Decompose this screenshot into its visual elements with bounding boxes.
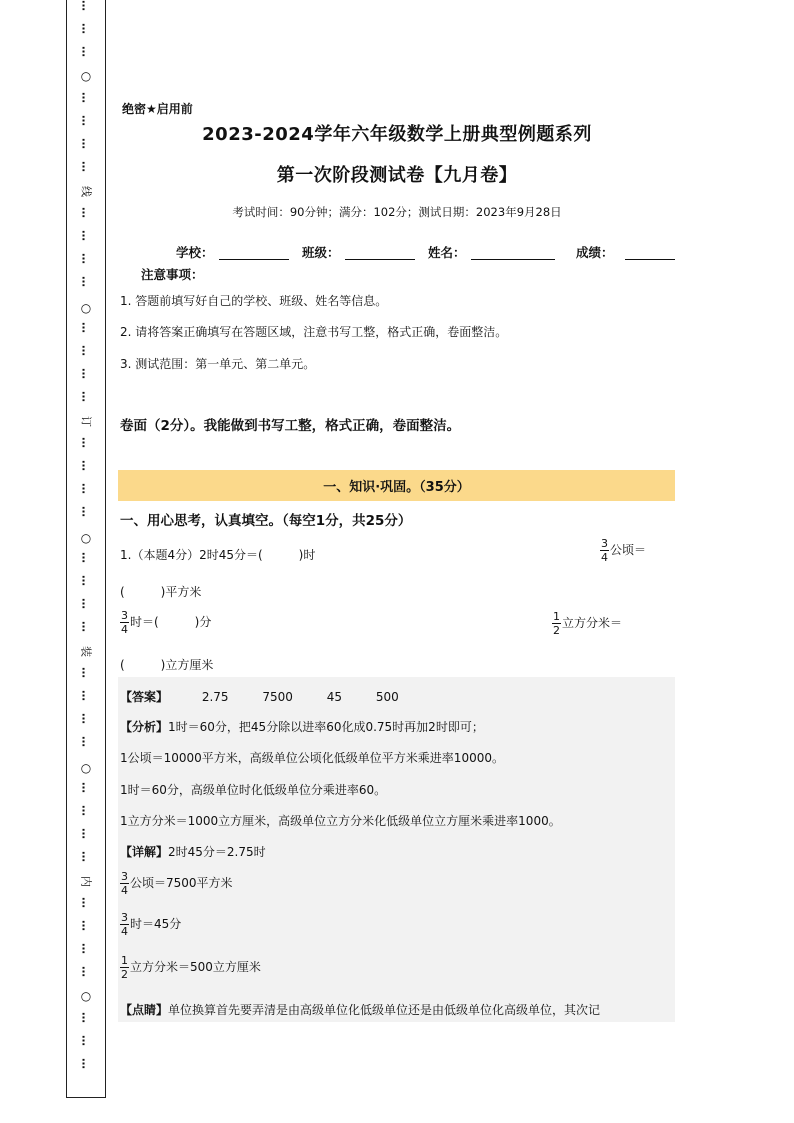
binding-dots: …	[79, 460, 93, 471]
comment-line: 【点睛】单位换算首先要弄清是由高级单位化低级单位还是由低级单位化高级单位，其次记	[120, 1003, 601, 1017]
note-item: 1. 答题前填写好自己的学校、班级、姓名等信息。	[120, 294, 388, 308]
school-label: 学校：	[176, 245, 214, 260]
binding-dots: …	[79, 115, 93, 126]
analysis-line: 1立方分米＝1000立方厘米，高级单位立方分米化低级单位立方厘米乘进率1000。	[120, 814, 561, 828]
section-title: 一、知识·巩固。（35分）	[323, 480, 470, 495]
binding-dots: …	[79, 391, 93, 402]
binding-dots: …	[79, 943, 93, 954]
exam-subtitle: 第一次阶段测试卷【九月卷】	[276, 165, 518, 186]
answer-value: 500	[375, 690, 399, 704]
binding-dots: …	[79, 598, 93, 609]
binding-circle: ○	[80, 761, 92, 775]
detail-line: $\frac{3}{4}$ 公顷＝7500平方米	[121, 870, 233, 897]
notes-title: 注意事项：	[141, 267, 204, 282]
binding-circle: ○	[80, 301, 92, 315]
score-field[interactable]	[625, 259, 675, 260]
binding-char: 线	[79, 186, 93, 197]
binding-dots: …	[79, 667, 93, 678]
fraction-three-quarters: $\frac{3}{4}$	[121, 870, 128, 897]
binding-dots: …	[79, 1012, 93, 1023]
name-field[interactable]	[471, 259, 555, 260]
roll-surface-statement: 卷面（2分）。我能做到书写工整，格式正确，卷面整洁。	[120, 418, 461, 434]
binding-dots: …	[79, 138, 93, 149]
analysis-line: 【分析】1时＝60分，把45分除以进率60化成0.75时再加2时即可；	[120, 720, 484, 734]
analysis-line: 1时＝60分，高级单位时化低级单位分乘进率60。	[120, 783, 387, 797]
binding-dots: …	[79, 575, 93, 586]
answer-line: 【答案】 2.75 7500 45 500	[120, 690, 399, 704]
question-1-line-1-right: $\frac{3}{4}$ 公顷＝	[601, 537, 647, 564]
question-1-line-2: ( )平方米	[120, 585, 202, 599]
binding-dots: …	[79, 322, 93, 333]
answer-value: 2.75	[201, 690, 229, 704]
exam-title: 2023-2024学年六年级数学上册典型例题系列	[202, 124, 592, 145]
binding-dots: …	[79, 805, 93, 816]
question-1-line-3: $\frac{3}{4}$ 时＝( )分	[121, 609, 212, 636]
binding-dots: …	[79, 368, 93, 379]
detail-line: 【详解】2时45分＝2.75时	[120, 845, 266, 859]
binding-dots: …	[79, 345, 93, 356]
binding-dots: …	[79, 828, 93, 839]
binding-dots: …	[79, 483, 93, 494]
part-title: 一、用心思考，认真填空。（每空1分，共25分）	[120, 513, 412, 529]
binding-dots: …	[79, 713, 93, 724]
binding-dots: …	[79, 1035, 93, 1046]
binding-circle: ○	[80, 531, 92, 545]
name-label: 姓名：	[428, 245, 466, 260]
binding-dots: …	[79, 782, 93, 793]
binding-dots: …	[79, 0, 93, 11]
fraction-three-quarters: $\frac{3}{4}$	[121, 609, 128, 636]
binding-dots: …	[79, 207, 93, 218]
binding-char: 订	[79, 416, 93, 427]
binding-dots: …	[79, 230, 93, 241]
binding-dots: …	[79, 736, 93, 747]
detail-line: $\frac{3}{4}$ 时＝45分	[121, 911, 182, 938]
question-1-line-3-right: $\frac{1}{2}$ 立方分米＝	[553, 610, 623, 637]
binding-dots: …	[79, 920, 93, 931]
class-field[interactable]	[345, 259, 415, 260]
score-label: 成绩：	[576, 245, 614, 260]
question-1-line-4: ( )立方厘米	[120, 658, 214, 672]
school-field[interactable]	[219, 259, 289, 260]
binding-dots: …	[79, 1058, 93, 1069]
binding-dots: …	[79, 897, 93, 908]
note-item: 2. 请将答案正确填写在答题区域，注意书写工整，格式正确，卷面整洁。	[120, 325, 508, 339]
answer-value: 45	[326, 690, 343, 704]
binding-circle: ○	[80, 69, 92, 83]
binding-dots: …	[79, 46, 93, 57]
fraction-three-quarters: $\frac{3}{4}$	[121, 911, 128, 938]
fraction-one-half: $\frac{1}{2}$	[553, 610, 560, 637]
binding-dots: …	[79, 437, 93, 448]
binding-dots: …	[79, 23, 93, 34]
binding-dots: …	[79, 552, 93, 563]
analysis-line: 1公顷＝10000平方米，高级单位公顷化低级单位平方米乘进率10000。	[120, 751, 504, 765]
exam-info: 考试时间：90分钟；满分：102分；测试日期：2023年9月28日	[232, 205, 562, 219]
binding-char: 内	[79, 876, 93, 887]
fraction-three-quarters: $\frac{3}{4}$	[601, 537, 608, 564]
binding-dots: …	[79, 276, 93, 287]
note-item: 3. 测试范围：第一单元、第二单元。	[120, 357, 316, 371]
binding-dots: …	[79, 253, 93, 264]
binding-dots: …	[79, 506, 93, 517]
answer-value: 7500	[262, 690, 293, 704]
binding-dots: …	[79, 621, 93, 632]
question-1-line-1: 1.（本题4分）2时45分＝( )时	[120, 548, 316, 562]
confidential-label: 绝密★启用前	[122, 102, 193, 116]
fraction-one-half: $\frac{1}{2}$	[121, 954, 128, 981]
binding-dots: …	[79, 966, 93, 977]
class-label: 班级：	[302, 245, 340, 260]
binding-dots: …	[79, 690, 93, 701]
binding-dots: …	[79, 161, 93, 172]
binding-dots: …	[79, 92, 93, 103]
binding-circle: ○	[80, 989, 92, 1003]
detail-line: $\frac{1}{2}$ 立方分米＝500立方厘米	[121, 954, 261, 981]
section-header	[118, 470, 675, 501]
binding-dots: …	[79, 851, 93, 862]
binding-char: 装	[79, 646, 93, 657]
